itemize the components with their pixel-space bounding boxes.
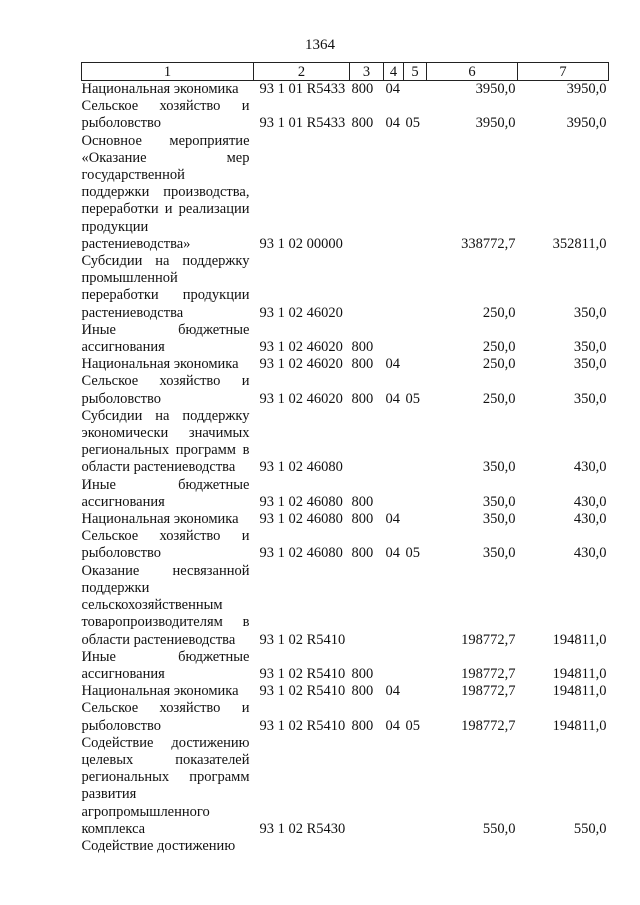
subsection-cell [404,683,427,700]
section-cell [384,649,404,683]
expense-type-cell [350,253,384,322]
target-code-cell: 93 1 02 00000 [259,235,343,252]
expense-type-cell: 800 [351,81,374,97]
target-code-cell: 93 1 02 46020 [259,304,343,321]
target-code-cell: 93 1 02 R5410 [259,683,346,700]
row-name-cell: Основное мероприятие «Оказание мер государственной поддержки производства, переработки и реализации продукции растениеводства» [81,132,250,252]
section-cell: 04 [385,545,400,562]
section-cell: 04 [385,511,400,528]
amount-2022-cell: 350,0 [573,356,607,373]
amount-2022-cell: 350,0 [573,304,607,321]
expense-type-cell: 800 [351,665,374,682]
row-name-cell: Национальная экономика [81,683,239,700]
amount-2021-cell: 350,0 [482,511,516,528]
expense-type-cell [350,408,384,477]
section-cell: 04 [385,356,400,373]
amount-2022-cell: 194811,0 [552,631,607,648]
page-number: 1364 [305,37,335,53]
expense-type-cell: 800 [351,683,374,700]
table-row [82,511,609,528]
row-name-cell: Сельское хозяйство и рыболовство [81,700,250,734]
subsection-cell [404,253,427,322]
target-code-cell: 93 1 02 46020 [259,339,343,356]
section-cell [384,735,404,838]
subsection-cell [404,356,427,373]
amount-2022-cell: 430,0 [573,493,607,510]
table-row [82,373,609,407]
row-name-cell: Субсидии на поддержку экономически значимых региональных программ в области растениеводства [81,407,250,476]
table-body [82,81,609,856]
subsection-cell [404,563,427,649]
amount-2021-cell: 550,0 [482,820,516,837]
amount-2022-cell: 350,0 [573,390,607,407]
row-name-cell: Национальная экономика [81,511,239,528]
subsection-cell: 05 [405,115,420,132]
row-name-cell: Содействие достижению целевых показателей региональных программ развития агропромышленного комплекса [81,734,250,837]
table-row [82,322,609,356]
header-cell-7: 7 [518,63,609,81]
amount-2022-cell [518,838,609,855]
target-code-cell: 93 1 02 R5410 [259,717,346,734]
amount-2021-cell: 198772,7 [461,665,516,682]
subsection-cell [404,133,427,253]
amount-2021-cell: 3950,0 [475,115,516,132]
amount-2022-cell: 430,0 [573,459,607,476]
row-name-cell: Иные бюджетные ассигнования [81,321,250,356]
target-code-cell: 93 1 02 R5430 [259,820,346,837]
section-cell [384,322,404,356]
section-cell: 04 [385,717,400,734]
expense-type-cell: 800 [351,493,374,510]
amount-2021-cell: 198772,7 [461,631,516,648]
amount-2022-cell: 194811,0 [552,665,607,682]
row-name-cell: Оказание несвязанной поддержки сельскохозяйственным товаропроизводителям в области растениеводства [81,562,250,648]
subsection-cell [404,408,427,477]
subsection-cell: 05 [405,390,420,407]
expense-type-cell [350,563,384,649]
subsection-cell [404,511,427,528]
header-cell-6: 6 [427,63,518,81]
section-cell [384,408,404,477]
amount-2021-cell: 198772,7 [461,683,516,700]
amount-2021-cell: 250,0 [482,304,516,321]
amount-2022-cell: 550,0 [573,820,607,837]
target-code-cell: 93 1 02 46080 [259,493,343,510]
target-code-cell: 93 1 01 R5433 [259,115,346,132]
header-row [82,63,609,81]
expense-type-cell: 800 [351,390,374,407]
header-cell-4: 4 [384,63,404,81]
amount-2021-cell: 338772,7 [461,235,516,252]
expense-type-cell [350,735,384,838]
expense-type-cell: 800 [351,339,374,356]
table-row [82,133,609,253]
subsection-cell [404,477,427,511]
target-code-cell [254,838,350,855]
row-name-cell: Национальная экономика [81,356,239,373]
subsection-cell [404,649,427,683]
table-row [82,563,609,649]
expense-type-cell [350,133,384,253]
section-cell [384,133,404,253]
amount-2022-cell: 350,0 [573,339,607,356]
header-cell-5: 5 [404,63,427,81]
amount-2022-cell: 194811,0 [552,717,607,734]
amount-2021-cell [427,838,518,855]
section-cell: 04 [385,683,400,700]
expense-type-cell: 800 [351,356,374,373]
amount-2022-cell: 3950,0 [566,81,607,97]
row-name-cell: Сельское хозяйство и рыболовство [81,98,250,132]
table-row [82,683,609,700]
row-name-cell: Содействие достижению [81,837,236,854]
table-row [82,98,609,132]
table-row [82,838,609,855]
subsection-cell [404,735,427,838]
table-row [82,477,609,511]
table-row [82,649,609,683]
target-code-cell: 93 1 02 R5410 [259,631,346,648]
row-name-cell: Субсидии на поддержку промышленной переработки продукции растениеводства [81,253,250,321]
amount-2022-cell: 194811,0 [552,683,607,700]
table-row [82,81,609,99]
row-name-cell: Национальная экономика [81,81,239,97]
row-name-cell: Сельское хозяйство и рыболовство [81,373,250,407]
row-name-cell: Иные бюджетные ассигнования [81,476,250,510]
target-code-cell: 93 1 02 R5410 [259,665,346,682]
table-row [82,735,609,838]
amount-2022-cell: 3950,0 [566,115,607,132]
row-name-cell: Иные бюджетные ассигнования [81,648,250,682]
target-code-cell: 93 1 02 46080 [259,459,343,476]
amount-2022-cell: 352811,0 [552,235,607,252]
table-row [82,356,609,373]
table-row [82,700,609,734]
header-cell-3: 3 [350,63,384,81]
subsection-cell [404,81,427,99]
amount-2021-cell: 3950,0 [475,81,516,97]
expense-type-cell [350,838,384,855]
section-cell [384,563,404,649]
target-code-cell: 93 1 02 46020 [259,356,343,373]
amount-2021-cell: 350,0 [482,459,516,476]
subsection-cell: 05 [405,717,420,734]
subsection-cell: 05 [405,545,420,562]
table-row [82,408,609,477]
section-cell: 04 [385,81,400,97]
expense-type-cell: 800 [351,511,374,528]
subsection-cell [404,838,427,855]
expense-type-cell: 800 [351,115,374,132]
amount-2022-cell: 430,0 [573,511,607,528]
table-row [82,253,609,322]
expense-type-cell: 800 [351,545,374,562]
target-code-cell: 93 1 02 46080 [259,545,343,562]
amount-2021-cell: 250,0 [482,390,516,407]
budget-table [81,62,609,855]
section-cell [384,477,404,511]
section-cell [384,838,404,855]
section-cell: 04 [385,390,400,407]
amount-2021-cell: 350,0 [482,545,516,562]
header-cell-2: 2 [254,63,350,81]
expense-type-cell: 800 [351,717,374,734]
section-cell: 04 [385,115,400,132]
target-code-cell: 93 1 01 R5433 [259,81,346,97]
row-name-cell: Сельское хозяйство и рыболовство [81,528,250,562]
amount-2022-cell: 430,0 [573,545,607,562]
subsection-cell [404,322,427,356]
target-code-cell: 93 1 02 46020 [259,390,343,407]
amount-2021-cell: 350,0 [482,493,516,510]
target-code-cell: 93 1 02 46080 [259,511,343,528]
header-cell-1: 1 [82,63,254,81]
amount-2021-cell: 198772,7 [461,717,516,734]
amount-2021-cell: 250,0 [482,339,516,356]
amount-2021-cell: 250,0 [482,356,516,373]
table-row [82,528,609,562]
section-cell [384,253,404,322]
